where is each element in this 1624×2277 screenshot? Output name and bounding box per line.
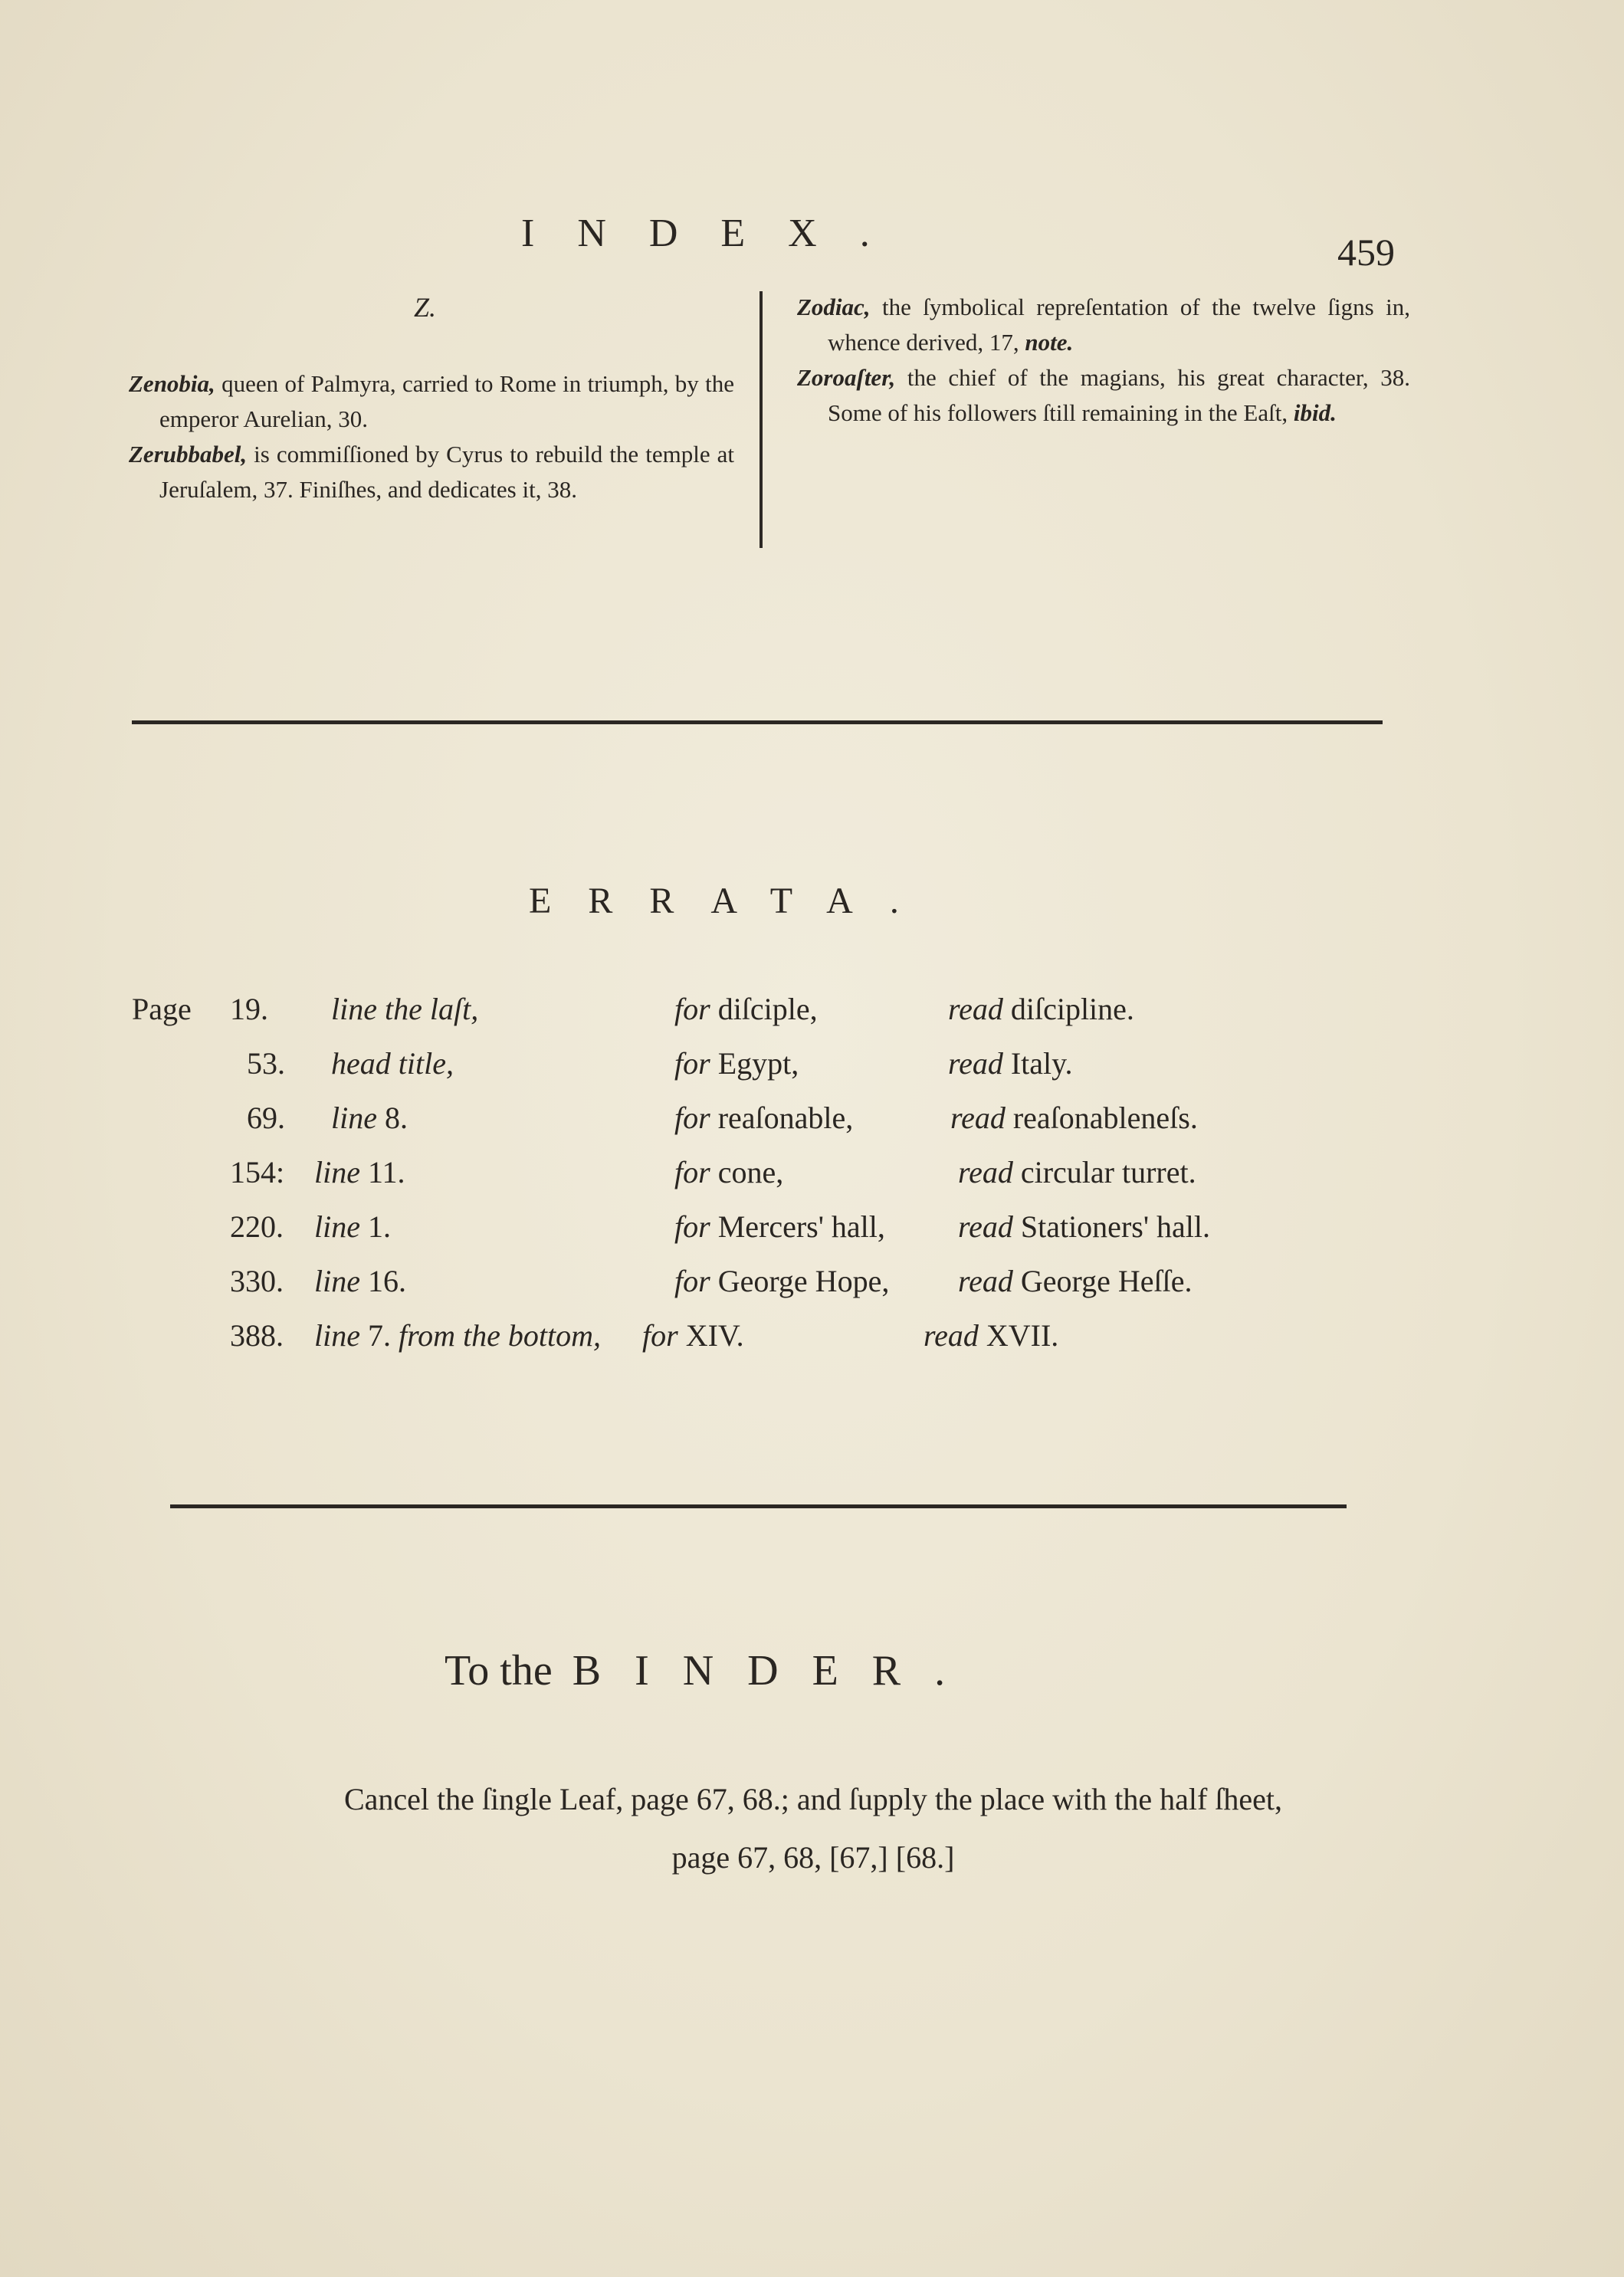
index-entry [129, 366, 734, 437]
index-letter: Z. [414, 292, 437, 323]
errata-page: 154: [230, 1155, 285, 1189]
errata-page: 388. [230, 1318, 284, 1353]
errata-page: 53. [247, 1046, 285, 1081]
section-rule [170, 1504, 1347, 1508]
errata-for: for George Hope, [674, 1264, 890, 1298]
page-number: 459 [1337, 231, 1395, 274]
errata-read: read reaſonableneſs. [950, 1101, 1198, 1135]
errata-read: read Italy. [948, 1046, 1073, 1081]
errata-line: line 7. from the bottom, [314, 1318, 602, 1353]
running-title: INDEX. [521, 212, 913, 255]
entry-tail: note. [1025, 329, 1074, 356]
binder-instruction [181, 1770, 1445, 1887]
binder-line: page 67, 68, [67,] [68.] [671, 1840, 955, 1875]
errata-page: 19. [230, 992, 268, 1026]
entry-head: Zenobia, [129, 370, 215, 397]
entry-head: Zoroaſter, [797, 364, 896, 391]
section-rule [132, 720, 1383, 724]
errata-for: for Egypt, [674, 1046, 799, 1081]
errata-page: 220. [230, 1209, 284, 1244]
entry-text: is commiſſioned by Cyrus to rebuild the temple at Jeruſalem, 37. Finiſhes, and dedicates it, 38. [159, 441, 734, 503]
errata-page: 69. [247, 1101, 285, 1135]
errata-for: for cone, [674, 1155, 784, 1189]
binder-title [445, 1646, 979, 1695]
errata-line: head title, [331, 1046, 454, 1081]
errata-line: line the laſt, [331, 992, 479, 1026]
errata-for: for reaſonable, [674, 1101, 854, 1135]
errata-line: line 16. [314, 1264, 406, 1298]
errata-read: read diſcipline. [948, 992, 1134, 1026]
errata-read: read XVII. [924, 1318, 1059, 1353]
binder-to-the: To the [445, 1647, 553, 1695]
errata-page: 330. [230, 1264, 284, 1298]
binder-line: Cancel the ſingle Leaf, page 67, 68.; and ſupply the place with the half ſheet, [343, 1782, 1283, 1816]
index-entry [797, 290, 1410, 360]
entry-head: Zodiac, [797, 294, 871, 320]
errata-for: for Mercers' hall, [674, 1209, 885, 1244]
entry-text: the chief of the magians, his great character, 38. Some of his followers ſtill remaining in the Eaſt, [828, 364, 1410, 426]
errata-line: line 8. [331, 1101, 408, 1135]
index-left-column [129, 366, 734, 507]
errata-read: read Stationers' hall. [958, 1209, 1211, 1244]
errata-title: ERRATA. [529, 881, 936, 921]
errata-for: for XIV. [642, 1318, 744, 1353]
errata-read: read circular turret. [958, 1155, 1196, 1189]
index-entry [797, 360, 1410, 431]
errata-line: line 11. [314, 1155, 405, 1189]
errata-for: for diſciple, [674, 992, 818, 1026]
errata-page-label: Page [132, 992, 192, 1026]
column-divider [760, 291, 763, 548]
binder-word: BINDER. [572, 1647, 979, 1695]
index-entry [129, 437, 734, 507]
errata-read: read George Heſſe. [958, 1264, 1193, 1298]
entry-text: the ſymbolical repreſentation of the twelve ſigns in, whence derived, 17, [828, 294, 1410, 356]
entry-text: queen of Palmyra, carried to Rome in triumph, by the emperor Aurelian, 30. [159, 370, 734, 432]
index-right-column [797, 290, 1410, 431]
entry-head: Zerubbabel, [129, 441, 248, 468]
entry-tail: ibid. [1293, 399, 1337, 426]
errata-line: line 1. [314, 1209, 391, 1244]
